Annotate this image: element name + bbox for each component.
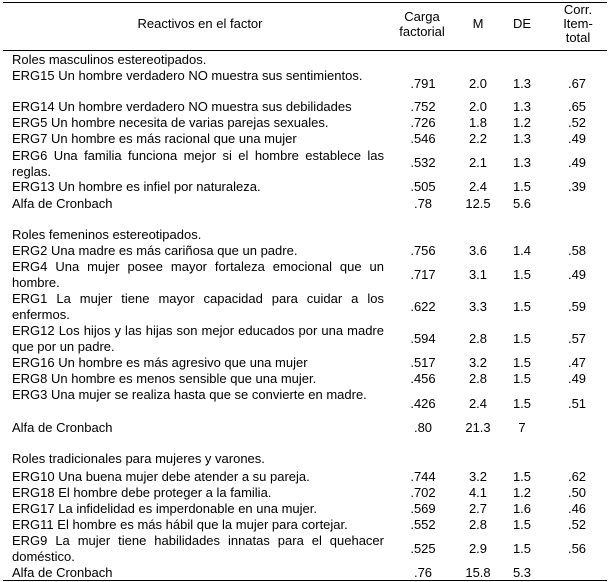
de-value: 1.5: [512, 371, 532, 386]
group-title: Roles tradicionales para mujeres y varones.: [12, 451, 265, 466]
de-value: 1.5: [512, 179, 532, 194]
corr-value: .49: [567, 131, 587, 146]
m-value: 1.8: [468, 115, 488, 130]
m-value: 2.4: [468, 396, 488, 411]
de-value: 1.3: [512, 131, 532, 146]
carga-value: .744: [410, 469, 436, 484]
de-value: 1.5: [512, 396, 532, 411]
item-text: ERG1 La mujer tiene mayor capacidad para cuidar a los enfermos.: [12, 291, 384, 322]
item-text: ERG11 El hombre es más hábil que la mujer para cortejar.: [12, 517, 348, 532]
alpha-carga: .80: [413, 420, 433, 435]
m-value: 3.1: [468, 267, 488, 282]
carga-value: .622: [410, 299, 436, 314]
m-value: 4.1: [468, 485, 488, 500]
item-text: ERG13 Un hombre es infiel por naturaleza.: [12, 179, 261, 194]
m-value: 2.8: [468, 371, 488, 386]
m-value: 2.7: [468, 501, 488, 516]
m-value: 2.8: [468, 517, 488, 532]
alpha-carga: .78: [413, 196, 433, 211]
header-item: Reactivos en el factor: [137, 16, 263, 31]
carga-value: .426: [410, 396, 436, 411]
carga-value: .525: [410, 541, 436, 556]
m-value: 2.8: [468, 331, 488, 346]
corr-value: .39: [567, 179, 587, 194]
corr-value: .56: [567, 541, 587, 556]
m-value: 3.2: [468, 469, 488, 484]
item-text: ERG14 Un hombre verdadero NO muestra sus debilidades: [12, 99, 352, 114]
item-text: ERG5 Un hombre necesita de varias parejas sexuales.: [12, 115, 329, 130]
group-title: Roles femeninos estereotipados.: [12, 227, 202, 242]
header-de: DE: [512, 16, 532, 31]
item-text: ERG8 Un hombre es menos sensible que una mujer.: [12, 371, 317, 386]
alpha-m: 21.3: [465, 420, 491, 435]
carga-value: .752: [410, 99, 436, 114]
alpha-de: 5.6: [512, 196, 532, 211]
header-corr-1: Corr.: [563, 2, 593, 17]
corr-value: .59: [567, 299, 587, 314]
de-value: 1.3: [512, 76, 532, 91]
item-text: ERG6 Una familia funciona mejor si el hombre establece las reglas.: [12, 148, 384, 179]
item-text: ERG10 Una buena mujer debe atender a su pareja.: [12, 469, 310, 484]
alpha-label: Alfa de Cronbach: [12, 196, 113, 211]
corr-value: .52: [567, 115, 587, 130]
item-text: ERG7 Un hombre es más racional que una mujer: [12, 131, 297, 146]
m-value: 3.6: [468, 243, 488, 258]
carga-value: .517: [410, 355, 436, 370]
de-value: 1.3: [512, 155, 532, 170]
item-text: ERG9 La mujer tiene habilidades innatas para el quehacer doméstico.: [12, 533, 384, 564]
header-corr-3: total: [565, 30, 591, 45]
corr-value: .58: [567, 243, 587, 258]
carga-value: .505: [410, 179, 436, 194]
alpha-de: 7: [518, 420, 526, 435]
de-value: 1.2: [512, 115, 532, 130]
group-title: Roles masculinos estereotipados.: [12, 52, 207, 67]
m-value: 2.0: [468, 76, 488, 91]
carga-value: .546: [410, 131, 436, 146]
carga-value: .552: [410, 517, 436, 532]
m-value: 2.2: [468, 131, 488, 146]
m-value: 2.0: [468, 99, 488, 114]
m-value: 2.4: [468, 179, 488, 194]
corr-value: .49: [567, 267, 587, 282]
m-value: 2.9: [468, 541, 488, 556]
corr-value: .57: [567, 331, 587, 346]
m-value: 3.2: [468, 355, 488, 370]
corr-value: .49: [567, 371, 587, 386]
item-text: ERG16 Un hombre es más agresivo que una mujer: [12, 355, 308, 370]
item-text: ERG18 El hombre debe proteger a la familia.: [12, 485, 272, 500]
item-text: ERG3 Una mujer se realiza hasta que se convierte en madre.: [12, 387, 367, 402]
carga-value: .594: [410, 331, 436, 346]
carga-value: .726: [410, 115, 436, 130]
de-value: 1.3: [512, 99, 532, 114]
item-text: ERG2 Una madre es más cariñosa que un padre.: [12, 243, 298, 258]
corr-value: .65: [567, 99, 587, 114]
de-value: 1.5: [512, 469, 532, 484]
de-value: 1.5: [512, 541, 532, 556]
de-value: 1.2: [512, 485, 532, 500]
item-text: ERG17 La infidelidad es imperdonable en una mujer.: [12, 501, 317, 516]
carga-value: .532: [410, 155, 436, 170]
de-value: 1.5: [512, 299, 532, 314]
item-text: ERG12 Los hijos y las hijas son mejor educados por una madre que por un padre.: [12, 323, 384, 354]
carga-value: .756: [410, 243, 436, 258]
corr-value: .62: [567, 469, 587, 484]
carga-value: .791: [410, 76, 436, 91]
alpha-m: 12.5: [465, 196, 491, 211]
m-value: 3.3: [468, 299, 488, 314]
de-value: 1.5: [512, 517, 532, 532]
carga-value: .569: [410, 501, 436, 516]
de-value: 1.5: [512, 267, 532, 282]
de-value: 1.4: [512, 243, 532, 258]
corr-value: .46: [567, 501, 587, 516]
alpha-de: 5.3: [512, 565, 532, 580]
m-value: 2.1: [468, 155, 488, 170]
header-carga-1: Carga: [404, 9, 440, 24]
carga-value: .456: [410, 371, 436, 386]
header-corr-2: Item-: [563, 16, 593, 31]
corr-value: .51: [567, 396, 587, 411]
carga-value: .717: [410, 267, 436, 282]
header-m: M: [472, 16, 484, 31]
de-value: 1.5: [512, 331, 532, 346]
corr-value: .67: [567, 76, 587, 91]
de-value: 1.6: [512, 501, 532, 516]
de-value: 1.5: [512, 355, 532, 370]
corr-value: .47: [567, 355, 587, 370]
header-carga-2: factorial: [399, 24, 445, 39]
item-text: ERG15 Un hombre verdadero NO muestra sus sentimientos.: [12, 68, 363, 83]
carga-value: .702: [410, 485, 436, 500]
corr-value: .52: [567, 517, 587, 532]
corr-value: .49: [567, 155, 587, 170]
top-rule: [3, 2, 607, 3]
item-text: ERG4 Una mujer posee mayor fortaleza emocional que un hombre.: [12, 259, 384, 290]
alpha-label: Alfa de Cronbach: [12, 565, 113, 580]
header-rule: [3, 50, 607, 51]
alpha-carga: .76: [413, 565, 433, 580]
corr-value: .50: [567, 485, 587, 500]
alpha-m: 15.8: [465, 565, 491, 580]
alpha-label: Alfa de Cronbach: [12, 420, 113, 435]
